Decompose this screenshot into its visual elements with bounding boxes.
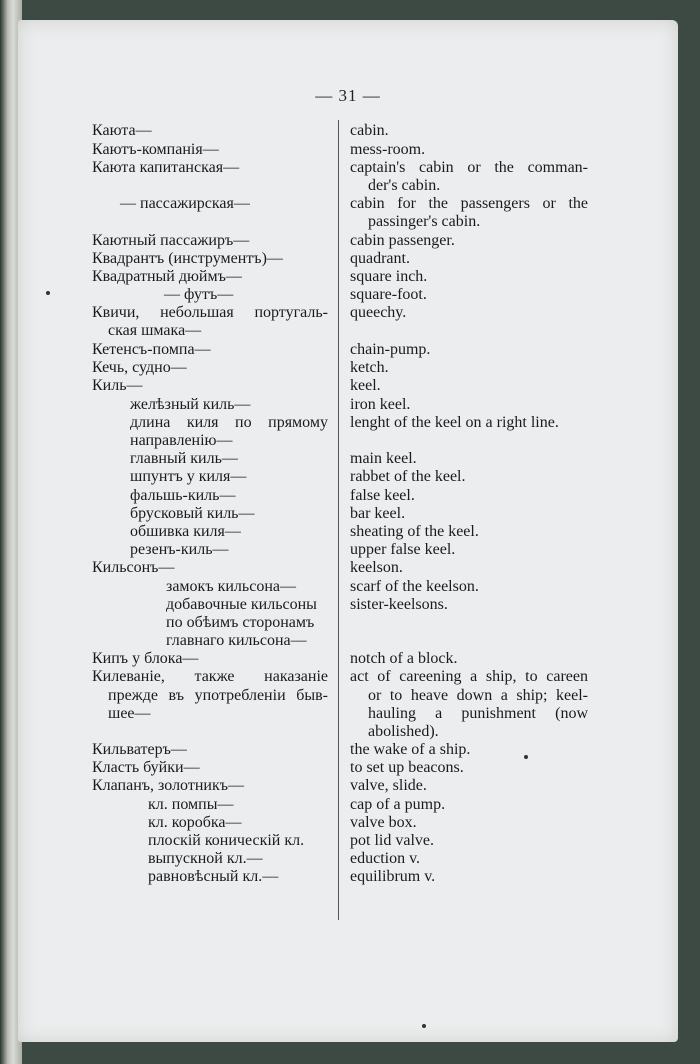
en-translation: scarf of the keelson. bbox=[350, 578, 479, 595]
en-translation: main keel. bbox=[350, 450, 417, 467]
ru-term: выпускной кл.— bbox=[148, 850, 263, 867]
ink-speck bbox=[524, 755, 528, 759]
en-translation: sister-keelsons. bbox=[350, 596, 448, 613]
ru-term: равновѣсный кл.— bbox=[148, 868, 279, 885]
en-translation: rabbet of the keel. bbox=[350, 468, 466, 485]
en-translation: keel. bbox=[350, 377, 381, 394]
en-translation: square-foot. bbox=[350, 286, 427, 303]
ru-term: Кильватеръ— bbox=[92, 741, 187, 758]
ru-term: шее— bbox=[108, 705, 151, 722]
ru-term: Класть буйки— bbox=[92, 759, 200, 776]
ru-term: Квичи, небольшая португаль- bbox=[92, 304, 328, 321]
ru-term: Кечь, судно— bbox=[92, 359, 187, 376]
ru-term: — пассажирская— bbox=[120, 195, 250, 212]
en-translation: cap of a pump. bbox=[350, 796, 446, 813]
en-translation: notch of a block. bbox=[350, 650, 458, 667]
ru-term: Каюта капитанская— bbox=[92, 159, 240, 176]
page-number: — 31 — bbox=[315, 86, 381, 105]
ru-term: кл. помпы— bbox=[148, 796, 234, 813]
en-translation: valve, slide. bbox=[350, 777, 427, 794]
en-translation: der's cabin. bbox=[368, 177, 441, 194]
en-translation: act of careening a ship, to careen bbox=[350, 668, 588, 685]
en-translation: sheating of the keel. bbox=[350, 523, 479, 540]
en-translation: equilibrum v. bbox=[350, 868, 436, 885]
book-page bbox=[18, 20, 678, 1042]
ru-term: замокъ кильсона— bbox=[166, 578, 296, 595]
ru-term: Килеваніе, также наказаніе bbox=[92, 668, 328, 685]
ru-term: — футъ— bbox=[164, 286, 234, 303]
ru-term: Кетенсъ-помпа— bbox=[92, 341, 211, 358]
ru-term: направленію— bbox=[130, 432, 233, 449]
en-translation: bar keel. bbox=[350, 505, 406, 522]
ru-term: Киль— bbox=[92, 377, 143, 394]
ru-term: ская шмака— bbox=[108, 322, 202, 339]
en-translation: abolished). bbox=[368, 723, 439, 740]
ru-term: шпунтъ у киля— bbox=[130, 468, 247, 485]
ru-term: длина киля по прямому bbox=[130, 414, 328, 431]
en-translation: cabin passenger. bbox=[350, 232, 455, 249]
ru-term: главный киль— bbox=[130, 450, 238, 467]
ink-speck bbox=[422, 1024, 426, 1028]
en-translation: false keel. bbox=[350, 487, 415, 504]
ru-term: резенъ-киль— bbox=[130, 541, 229, 558]
ink-speck bbox=[46, 291, 50, 295]
en-translation: keelson. bbox=[350, 559, 403, 576]
ru-term: Квадратный дюймъ— bbox=[92, 268, 242, 285]
ru-term: Кипъ у блока— bbox=[92, 650, 199, 667]
ru-term: кл. коробка— bbox=[148, 814, 242, 831]
ru-term: Квадрантъ (инструментъ)— bbox=[92, 250, 283, 267]
ru-term: Кильсонъ— bbox=[92, 559, 175, 576]
ru-term: Каютъ-компанія— bbox=[92, 141, 219, 158]
en-translation: ketch. bbox=[350, 359, 389, 376]
ru-term: добавочные кильсоны bbox=[166, 596, 317, 613]
ru-term: плоскій коническій кл. bbox=[148, 832, 305, 849]
ru-term: желѣзный киль— bbox=[130, 396, 251, 413]
en-translation: the wake of a ship. bbox=[350, 741, 471, 758]
en-translation: captain's cabin or the comman- bbox=[350, 159, 588, 176]
ru-term: Каютный пассажиръ— bbox=[92, 232, 250, 249]
ru-term: Клапанъ, золотникъ— bbox=[92, 777, 244, 794]
en-translation: square inch. bbox=[350, 268, 428, 285]
en-translation: chain-pump. bbox=[350, 341, 431, 358]
en-translation: pot lid valve. bbox=[350, 832, 434, 849]
ru-term: прежде въ употребленіи быв- bbox=[108, 687, 328, 704]
en-translation: eduction v. bbox=[350, 850, 421, 867]
en-translation: cabin. bbox=[350, 122, 389, 139]
ru-term: фальшь-киль— bbox=[130, 487, 236, 504]
en-translation: upper false keel. bbox=[350, 541, 456, 558]
en-translation: quadrant. bbox=[350, 250, 410, 267]
en-translation: queechy. bbox=[350, 304, 407, 321]
en-translation: or to heave down a ship; keel- bbox=[368, 687, 588, 704]
ru-term: Каюта— bbox=[92, 122, 152, 139]
en-translation: cabin for the passengers or the bbox=[350, 195, 588, 212]
en-translation: iron keel. bbox=[350, 396, 411, 413]
en-translation: valve box. bbox=[350, 814, 417, 831]
ru-term: по обѣимъ сторонамъ bbox=[166, 614, 315, 631]
en-translation: to set up beacons. bbox=[350, 759, 464, 776]
ru-term: брусковый киль— bbox=[130, 505, 255, 522]
en-translation: mess-room. bbox=[350, 141, 426, 158]
column-divider bbox=[338, 120, 339, 920]
en-translation: hauling a punishment (now bbox=[368, 705, 588, 722]
en-translation: passinger's cabin. bbox=[368, 213, 481, 230]
en-translation: lenght of the keel on a right line. bbox=[350, 414, 559, 431]
ru-term: обшивка киля— bbox=[130, 523, 241, 540]
ru-term: главнаго кильсона— bbox=[166, 632, 307, 649]
